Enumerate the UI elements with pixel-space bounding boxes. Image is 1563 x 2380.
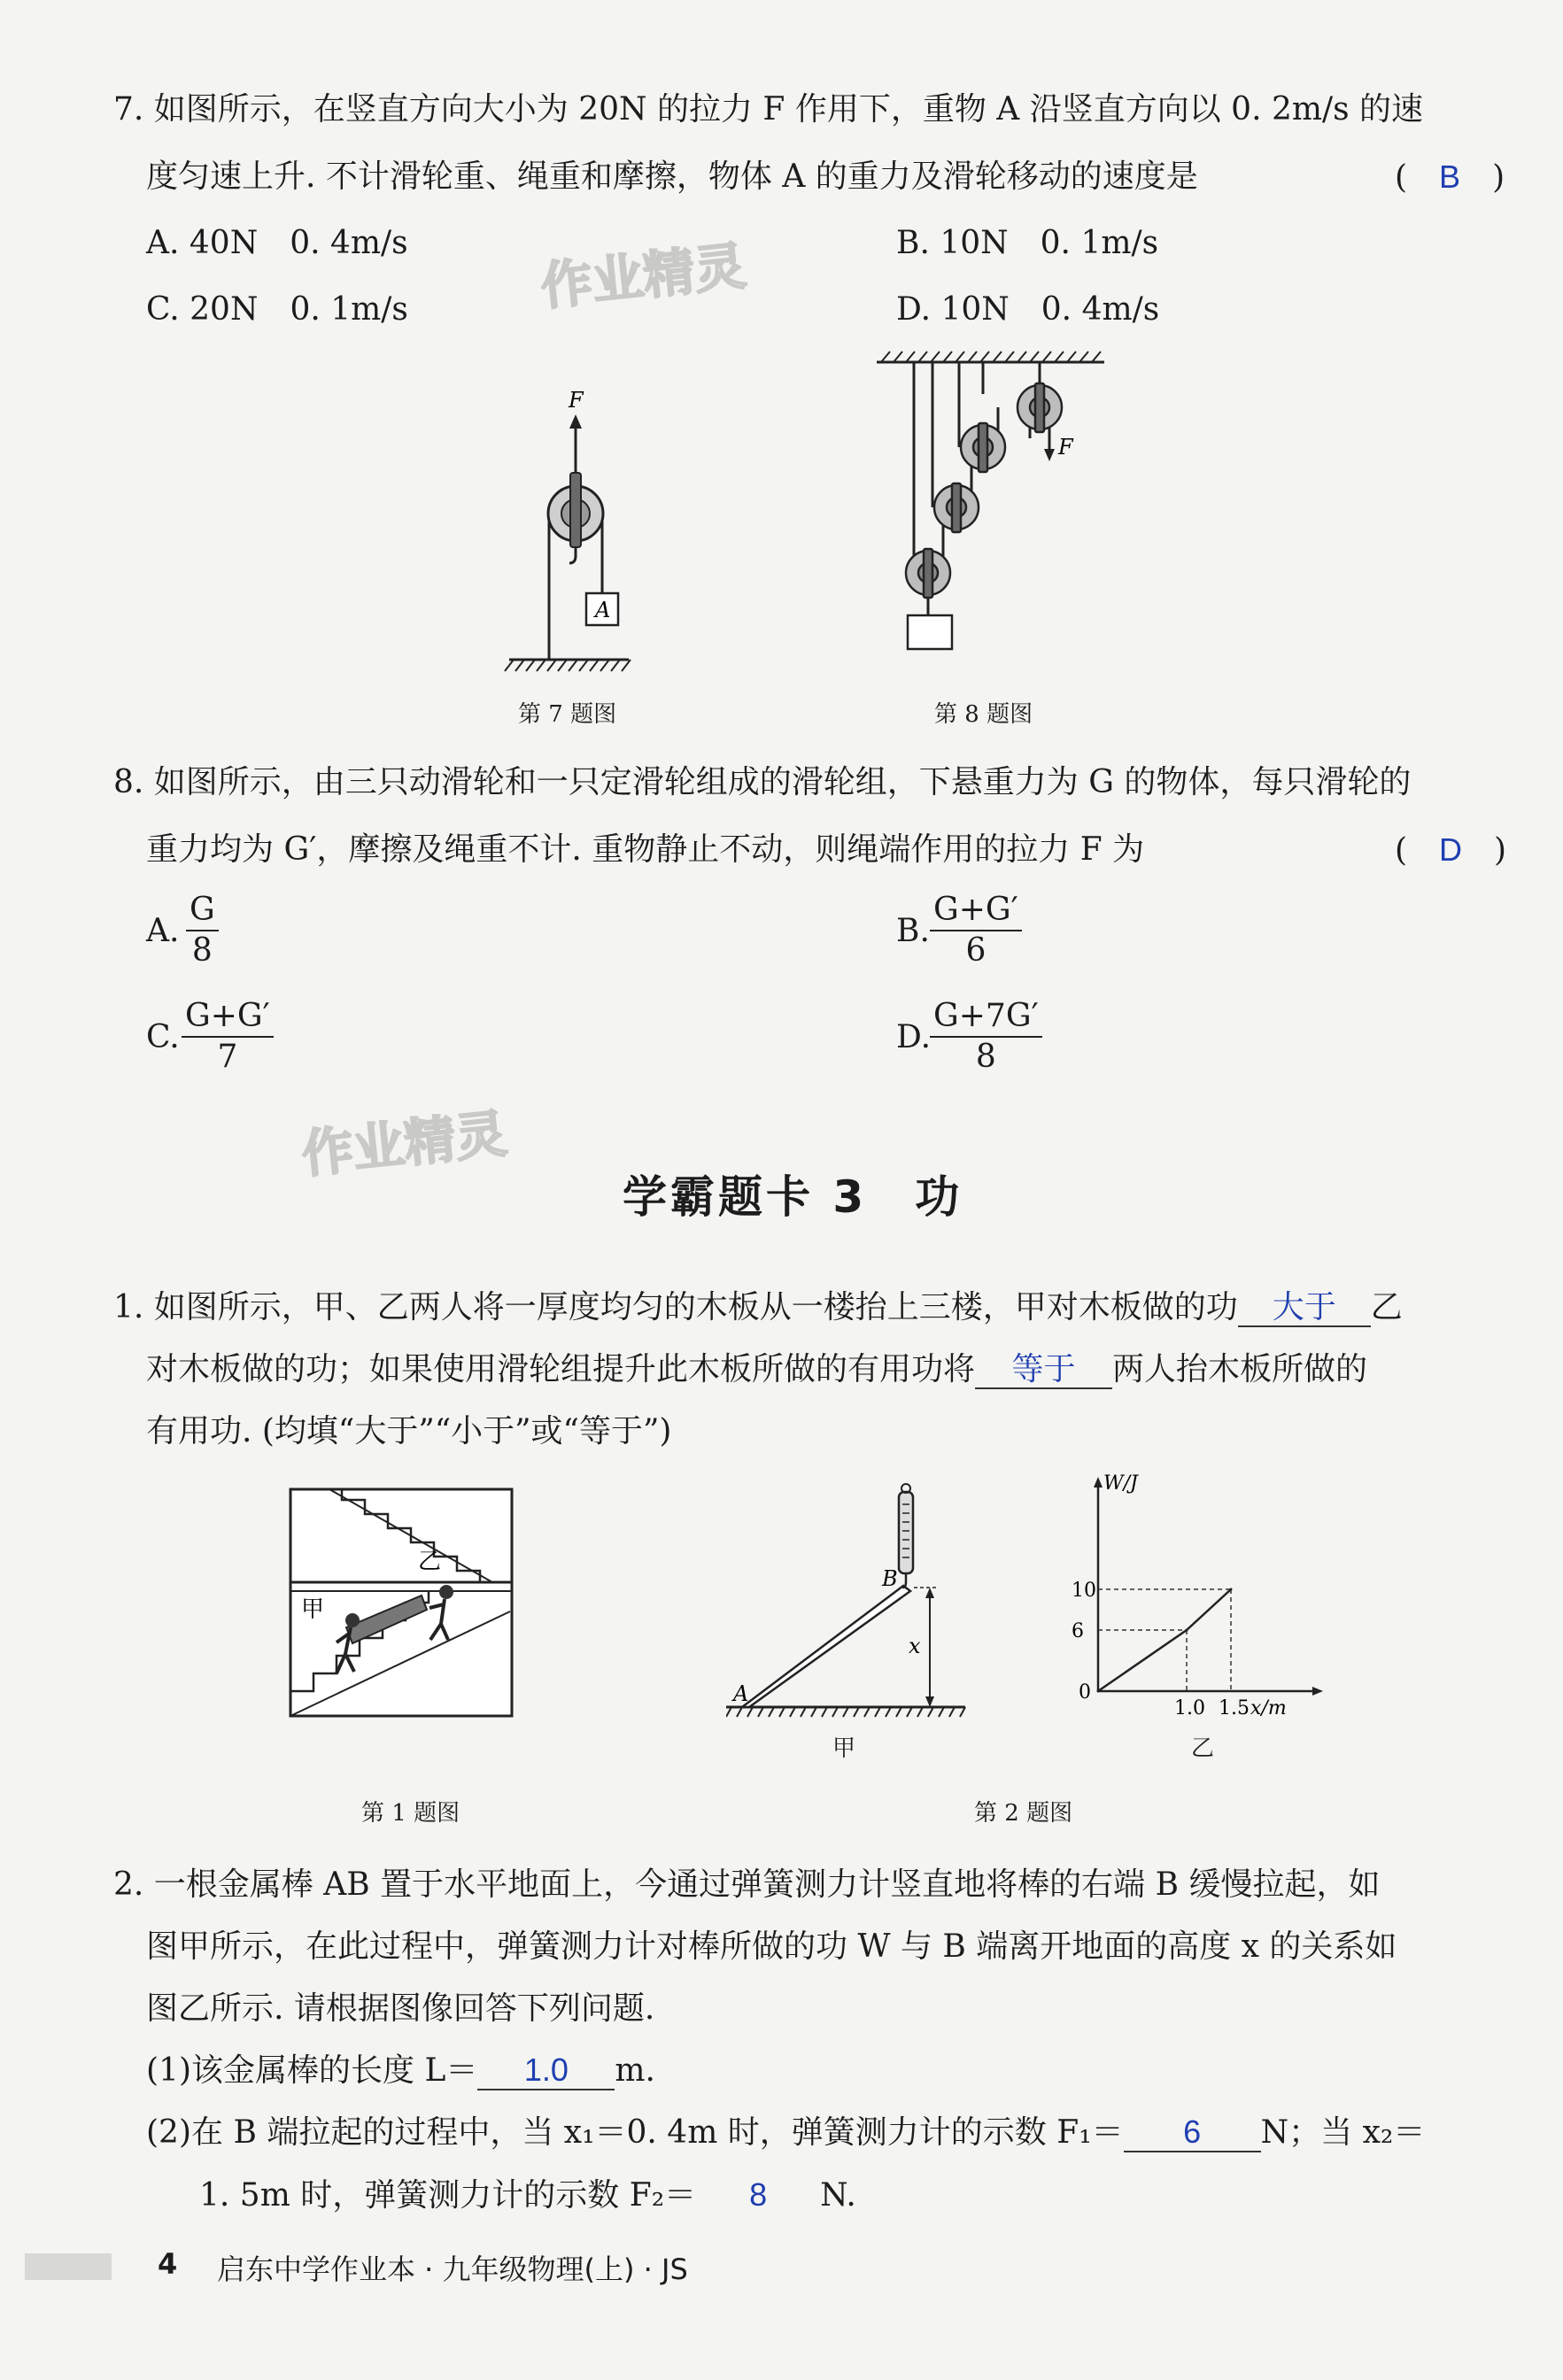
q7-answer: B [1439,158,1461,195]
p2-answer-f2: 8 [749,2176,768,2213]
q8-option-b-fraction [930,891,1022,970]
q8-option-c-num: G+G′ [182,997,274,1038]
q8-option-c-den: 7 [217,1039,238,1075]
watermark: 作业精灵 [538,236,749,317]
p1-figure [289,1488,515,1719]
p1-line1-end: 乙 [1370,1289,1403,1325]
chart-x-axis-label: x/m [1250,1697,1287,1719]
q8-option-a-num: G [186,891,219,931]
section-title: 学霸题卡 3 功 [623,1171,963,1223]
p2-answer-length: 1.0 [523,2052,569,2088]
p2-sub2-end: N；当 x₂＝ [1260,2114,1426,2151]
q8-option-a-den: 8 [191,932,213,969]
p2-fig-yi-label: 乙 [1191,1735,1215,1762]
q7-fig-label-a: A [595,598,611,622]
p1-line3: 有用功. (均填“大于”“小于”或“等于”) [146,1413,672,1449]
p1-line1-text: 1. 如图所示，甲、乙两人将一厚度均匀的木板从一楼抬上三楼，甲对木板做的功 [113,1289,1238,1325]
p2-fig-label-x: x [909,1634,921,1658]
q7-option-c: C. 20N 0. 1m/s [146,291,408,328]
p2-sub3-unit: N. [820,2177,856,2214]
p1-blank2 [975,1351,1112,1389]
q7-stem-line1: 7. 如图所示，在竖直方向大小为 20N 的拉力 F 作用下，重物 A 沿竖直方向以 0. 2m/s 的速 [113,91,1424,128]
p2-chart [1063,1470,1346,1735]
q8-option-c-label: C. [146,1019,180,1055]
p1-fig-label-yi: 乙 [418,1549,442,1575]
p2-fig-jia-label: 甲 [832,1735,856,1762]
page-number: 4 [158,2247,178,2281]
chart-data-point [1186,1629,1188,1632]
p1-fig-label-jia: 甲 [301,1596,325,1623]
q8-caption: 第 8 题图 [934,701,1033,728]
q7-answer-bracket: ( B ) [1395,158,1505,196]
p2-sub2 [146,2113,1425,2152]
q7-fig-label-f: F [569,390,584,413]
p2-line1: 2. 一根金属棒 AB 置于水平地面上，今通过弹簧测力计竖直地将棒的右端 B 缓慢拉起，如 [113,1866,1381,1903]
q8-option-d-den: 8 [975,1039,996,1075]
p2-caption: 第 2 题图 [974,1800,1073,1827]
p2-line3: 图乙所示. 请根据图像回答下列问题. [146,1990,655,2027]
p1-line2 [146,1350,1367,1389]
p2-fig-label-a: A [733,1681,749,1706]
p2-line2: 图甲所示，在此过程中，弹簧测力计对棒所做的功 W 与 B 端离开地面的高度 x 的关系如 [146,1928,1397,1965]
p2-blank-length [477,2052,615,2090]
q7-stem-line2: 度匀速上升. 不计滑轮重、绳重和摩擦，物体 A 的重力及滑轮移动的速度是 [146,158,1198,195]
q8-option-a-fraction [186,891,219,970]
p2-sub1-unit: m. [615,2052,655,2089]
q7-option-b: B. 10N 0. 1m/s [896,225,1159,261]
q8-answer: D [1439,831,1463,868]
q8-figure [872,350,1111,677]
p1-blank1 [1238,1289,1371,1327]
chart-data-point [1097,1690,1100,1693]
p1-line2-text: 对木板做的功；如果使用滑轮组提升此木板所做的有用功将 [146,1351,976,1387]
q8-option-d-fraction [930,997,1042,1077]
q8-option-d-label: D. [896,1019,932,1055]
p1-line1 [113,1288,1403,1327]
book-title: 启东中学作业本 · 九年级物理(上) · JS [217,2252,688,2286]
p2-blank-f1 [1124,2114,1261,2152]
chart-y-axis-label: W/J [1103,1472,1138,1495]
p1-answer2: 等于 [1011,1350,1076,1387]
q8-option-b-den: 6 [965,932,987,969]
q7-figure [496,390,646,673]
q8-option-b-num: G+G′ [930,891,1022,931]
p2-sub1-text: (1)该金属棒的长度 L＝ [146,2052,478,2089]
q7-caption: 第 7 题图 [518,701,617,728]
q8-option-a-label: A. [146,913,180,949]
chart-x-tick-label: 1.5 [1219,1697,1250,1719]
p2-figure-jia [726,1483,974,1749]
chart-series-line [1098,1589,1231,1691]
p2-blank-f2 [696,2175,820,2215]
footer-tab [25,2253,112,2280]
p2-sub3 [199,2175,856,2215]
p2-sub1 [146,2052,655,2090]
q8-fig-label-f: F [1058,435,1073,460]
p1-caption: 第 1 题图 [361,1800,460,1827]
q8-option-b-label: B. [896,913,930,949]
q8-option-d-num: G+7G′ [930,997,1042,1038]
p2-fig-label-b: B [882,1566,898,1591]
q8-option-c-fraction [182,997,274,1077]
q7-option-a: A. 40N 0. 4m/s [146,225,408,261]
q8-answer-bracket: ( D ) [1395,831,1507,869]
watermark: 作业精灵 [298,1103,510,1185]
chart-data-point [1230,1588,1233,1591]
q8-stem-line1: 8. 如图所示，由三只动滑轮和一只定滑轮组成的滑轮组，下悬重力为 G 的物体，每只滑轮的 [113,764,1412,800]
chart-x-tick-label: 1.0 [1174,1697,1205,1719]
p1-line2-end: 两人抬木板所做的 [1112,1351,1368,1387]
chart-origin-label: 0 [1079,1681,1091,1704]
q7-option-d: D. 10N 0. 4m/s [896,291,1160,328]
chart-y-tick-label: 10 [1072,1580,1096,1602]
q8-stem-line2: 重力均为 G′，摩擦及绳重不计. 重物静止不动，则绳端作用的拉力 F 为 [146,831,1145,868]
p2-answer-f1: 6 [1183,2113,1202,2150]
chart-y-tick-label: 6 [1072,1620,1084,1642]
p2-sub3-text: 1. 5m 时，弹簧测力计的示数 F₂＝ [199,2177,697,2214]
p1-answer1: 大于 [1272,1288,1336,1325]
p2-sub2-text: (2)在 B 端拉起的过程中，当 x₁＝0. 4m 时，弹簧测力计的示数 F₁＝ [146,2114,1124,2151]
